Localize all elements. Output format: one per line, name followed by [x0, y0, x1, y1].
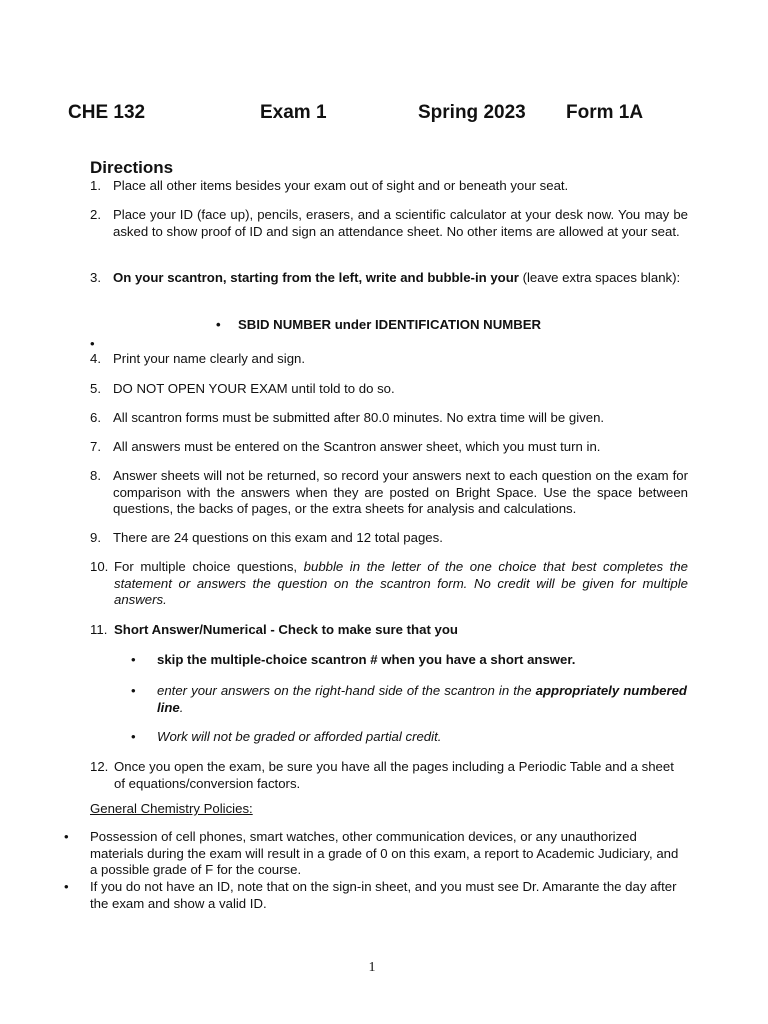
bullet-text: [157, 683, 687, 716]
item-number: 12.: [90, 759, 109, 774]
item-bold-text: On your scantron, starting from the left, write and bubble-in your: [113, 270, 519, 285]
bullet-dot: •: [64, 829, 69, 844]
item-number: 10.: [90, 559, 109, 574]
item-text: All scantron forms must be submitted after 80.0 minutes. No extra time will be given.: [113, 410, 605, 425]
exam-title: Exam 1: [260, 102, 327, 123]
bullet-dot: •: [64, 879, 69, 894]
page-number: 1: [368, 960, 376, 975]
policy-text: Possession of cell phones, smart watches, other communication devices, or any unauthorized materials during the exam will result in a grade of 0 on this exam, a report to Academic Judiciary, and a possible grade of F for the course.: [90, 829, 679, 878]
direction-item-10: [90, 559, 688, 609]
exam-form: Form 1A: [566, 102, 644, 123]
short-answer-bullet-2: [131, 683, 687, 716]
scantron-id-bullet: [216, 317, 541, 334]
direction-item-4: [90, 351, 688, 368]
item-text: Place all other items besides your exam out of sight and or beneath your seat.: [113, 178, 569, 193]
item-number: 1.: [90, 178, 101, 193]
course-code: CHE 132: [68, 102, 146, 123]
item-text: Once you open the exam, be sure you have all the pages including a Periodic Table and a sheet of equations/conversion factors.: [114, 759, 674, 791]
direction-item-9: [90, 530, 688, 547]
item-number: 11.: [90, 622, 108, 637]
direction-item-7: [90, 439, 688, 456]
policy-item-1: [64, 829, 688, 879]
bullet-bold-text: skip the multiple-choice scantron # when you have a short answer.: [157, 652, 576, 667]
item-italic-text: bubble in the letter of the one choice that best completes the statement or answers the question on the scantron form. No credit will be given for multiple answers.: [114, 559, 688, 608]
policy-text: If you do not have an ID, note that on the sign-in sheet, and you must see Dr. Amarante the day after the exam and show a valid ID.: [90, 879, 677, 911]
direction-item-12: [90, 759, 688, 792]
item-bold-text: Short Answer/Numerical - Check to make sure that you: [114, 622, 458, 637]
bullet-italic-text: Work will not be graded or afforded partial credit.: [157, 729, 442, 744]
item-number: 6.: [90, 410, 101, 425]
item-number: 5.: [90, 381, 101, 396]
direction-item-3: [90, 270, 688, 287]
bullet-dot: •: [216, 317, 221, 332]
item-text: Print your name clearly and sign.: [113, 351, 306, 366]
bullet-dot: •: [131, 652, 136, 667]
short-answer-bullet-3: [131, 729, 687, 746]
item-text: DO NOT OPEN YOUR EXAM until told to do so.: [113, 381, 395, 396]
item-text: Place your ID (face up), pencils, erasers, and a scientific calculator at your desk now. You may be asked to show proof of ID and sign an attendance sheet. No other items are allowed at your seat.: [113, 207, 688, 239]
item-number: 7.: [90, 439, 101, 454]
direction-item-5: [90, 381, 688, 398]
item-plain-text: For multiple choice questions,: [114, 559, 304, 574]
item-number: 9.: [90, 530, 101, 545]
direction-item-1: [90, 178, 688, 195]
bullet-dot: •: [131, 683, 136, 698]
item-text: There are 24 questions on this exam and 12 total pages.: [113, 530, 443, 545]
directions-heading: Directions: [90, 158, 174, 177]
item-text: All answers must be entered on the Scantron answer sheet, which you must turn in.: [113, 439, 601, 454]
bullet-dot: •: [131, 729, 136, 744]
item-text: Answer sheets will not be returned, so record your answers next to each question on the exam for comparison with the answers when they are posted on Bright Space. Use the space between questions, the backs of pages, or the extra sheets for analysis and calculations.: [113, 468, 688, 517]
policy-item-2: [64, 879, 688, 912]
direction-item-2: [90, 207, 688, 240]
item-text: [114, 622, 688, 639]
direction-item-6: [90, 410, 688, 427]
item-number: 2.: [90, 207, 101, 222]
bullet-bold-italic-text: appropriately numbered line: [157, 683, 687, 715]
direction-item-8: [90, 468, 688, 518]
exam-term: Spring 2023: [418, 102, 526, 123]
short-answer-bullet-1: [131, 652, 687, 669]
direction-item-11: [90, 622, 688, 639]
item-number: 3.: [90, 270, 101, 285]
item-number: 8.: [90, 468, 101, 483]
item-plain-text: (leave extra spaces blank):: [518, 270, 681, 285]
policies-heading: General Chemistry Policies:: [90, 801, 253, 816]
bullet-italic-text: enter your answers on the right-hand side of the scantron in the: [157, 683, 536, 698]
bullet-text: SBID NUMBER under IDENTIFICATION NUMBER: [238, 317, 542, 332]
bullet-text: [157, 652, 687, 669]
empty-bullet: •: [90, 336, 95, 351]
item-text: [114, 559, 688, 609]
item-number: 4.: [90, 351, 101, 366]
bullet-text: [157, 729, 687, 746]
bullet-italic-end: .: [179, 699, 184, 715]
item-text: [113, 270, 688, 287]
